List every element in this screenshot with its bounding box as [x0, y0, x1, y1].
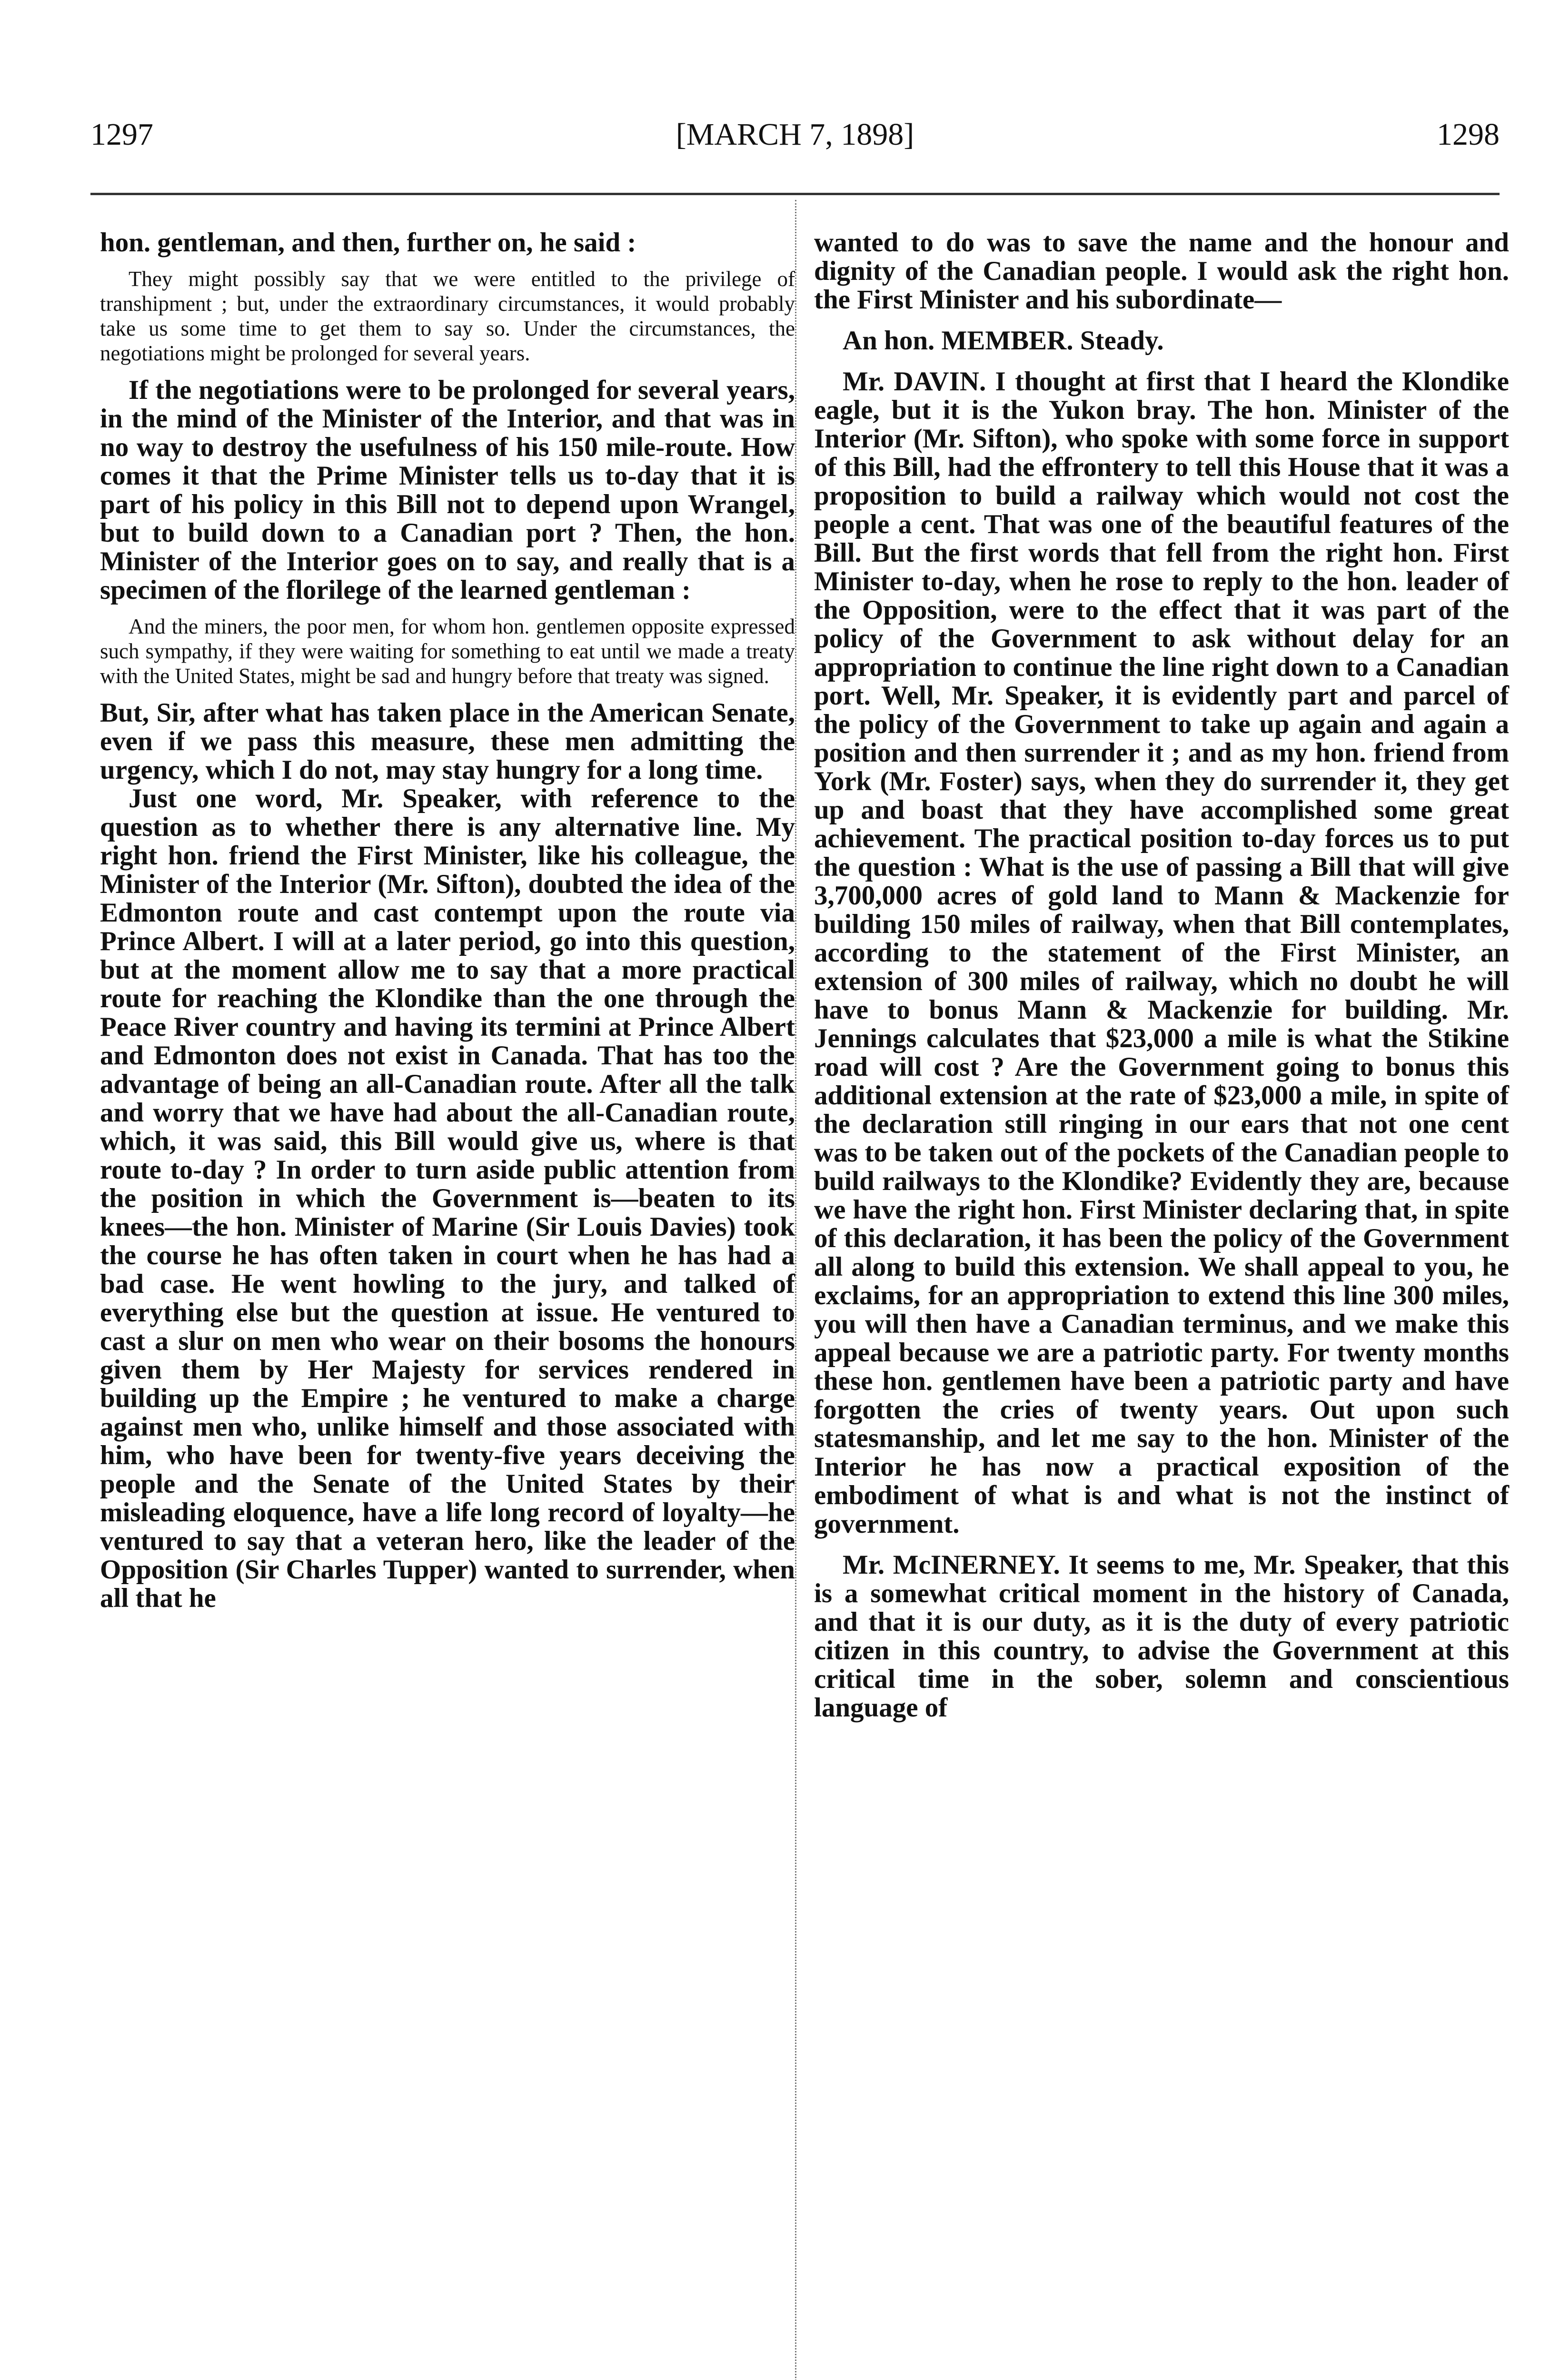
left-column — [100, 228, 795, 1613]
speaker-paragraph: Mr. McINERNEY. It seems to me, Mr. Speaker, that this is a somewhat critical moment in the history of Canada, and that it is our duty, as it is the duty of every patriotic citizen in this country, to advise the Government at this critical time in the sober, solemn and conscientious language of — [814, 1550, 1509, 1723]
page-number-right: 1298 — [1437, 117, 1500, 152]
page-header — [90, 109, 1500, 161]
header-rule — [90, 193, 1500, 195]
paragraph: Just one word, Mr. Speaker, with reference to the question as to whether there is any alternative line. My right hon. friend the First Minister, like his colleague, the Minister of the Interior (Mr. Sifton), doubted the idea of the Edmonton route and cast contempt upon the route via Prince Albert. I will at a later period, go into this question, but at the moment allow me to say that a more practical route for reaching the Klondike than the one through the Peace River country and having its termini at Prince Albert and Edmonton does not exist in Canada. That has too the advantage of being an all-Canadian route. After all the talk and worry that we have had about the all-Canadian route, which, it was said, this Bill would give us, where is that route to-day ? In order to turn aside public attention from the position in which the Government is—beaten to its knees—the hon. Minister of Marine (Sir Louis Davies) took the course he has often taken in court when he has had a bad case. He went howling to the jury, and talked of everything else but the question at issue. He ventured to cast a slur on men who wear on their bosoms the honours given them by Her Majesty for services rendered in building up the Empire ; he ventured to make a charge against men who, unlike himself and those associated with him, who have been for twenty-five years deceiving the people and the Senate of the United States by their misleading eloquence, have a life long record of loyalty—he ventured to say that a veteran hero, like the leader of the Opposition (Sir Charles Tupper) wanted to surrender, when all that he — [100, 783, 795, 1613]
paragraph: But, Sir, after what has taken place in the American Senate, even if we pass this measure, these men admitting the urgency, which I do not, may stay hungry for a long time. — [100, 698, 795, 785]
paragraph: If the negotiations were to be prolonged for several years, in the mind of the Minister of the Interior, and that was in no way to destroy the usefulness of his 150 mile-route. How comes it that the Prime Minister tells us to-day that it is part of his policy in this Bill not to depend upon Wrangel, but to build down to a Canadian port ? Then, the hon. Minister of the Interior goes on to say, and really that is a specimen of the florilege of the learned gentleman : — [100, 375, 795, 605]
paragraph: hon. gentleman, and then, further on, he said : — [100, 228, 636, 258]
right-column — [814, 228, 1509, 1722]
paragraph: wanted to do was to save the name and the honour and dignity of the Canadian people. I would ask the right hon. the First Minister and his subordinate— — [814, 228, 1509, 315]
speaker-paragraph: An hon. MEMBER. Steady. — [843, 326, 1164, 356]
quotation: And the miners, the poor men, for whom hon. gentlemen opposite expressed such sympathy, if they were waiting for something to eat until we made a treaty with the United States, might be sad and hungry before that treaty was signed. — [100, 615, 795, 688]
page-date: [MARCH 7, 1898] — [676, 117, 914, 152]
quotation: They might possibly say that we were entitled to the privilege of transhipment ; but, under the extraordinary circumstances, it would probably take us some time to get them to say so. Under the circumstances, the negotiations might be prolonged for several years. — [100, 267, 795, 365]
page-number-left: 1297 — [90, 117, 153, 152]
speaker-paragraph: Mr. DAVIN. I thought at first that I heard the Klondike eagle, but it is the Yukon bray. The hon. Minister of the Interior (Mr. Sifton), who spoke with some force in support of this Bill, had the effrontery to tell this House that it was a proposition to build a railway which would not cost the people a cent. That was one of the beautiful features of the Bill. But the first words that fell from the right hon. First Minister to-day, when he rose to reply to the hon. leader of the Opposition, were to the effect that it was part of the policy of the Government to ask without delay for an appropriation to continue the line right down to a Canadian port. Well, Mr. Speaker, it is evidently part and parcel of the policy of the Government to take up again and again a position and then surrender it ; and as my hon. friend from York (Mr. Foster) says, when they do surrender it, they get up and boast that they have accomplished some great achievement. The practical position to-day forces us to put the question : What is the use of passing a Bill that will give 3,700,000 acres of gold land to Mann & Mackenzie for building 150 miles of railway, when that Bill contemplates, according to the statement of the First Minister, an extension of 300 miles of railway, which no doubt he will have to bonus Mann & Mackenzie for building. Mr. Jennings calculates that $23,000 a mile is what the Stikine road will cost ? Are the Government going to bonus this additional extension at the rate of $23,000 a mile, in spite of the declaration still ringing in our ears that not one cent was to be taken out of the pockets of the Canadian people to build railways to the Klondike? Evidently they are, because we have the right hon. First Minister declaring that, in spite of this declaration, it has been the policy of the Government all along to build this extension. We shall appeal to you, he exclaims, for an appropriation to extend this line 300 miles, you will then have a Canadian terminus, and we make this appeal because we are a patriotic party. For twenty months these hon. gentlemen have been a patriotic party and have forgotten the cries of twenty years. Out upon such statesmanship, and let me say to the hon. Minister of the Interior he has now a practical exposition of the embodiment of what is and what is not the instinct of government. — [814, 367, 1509, 1539]
column-divider — [795, 200, 796, 2380]
